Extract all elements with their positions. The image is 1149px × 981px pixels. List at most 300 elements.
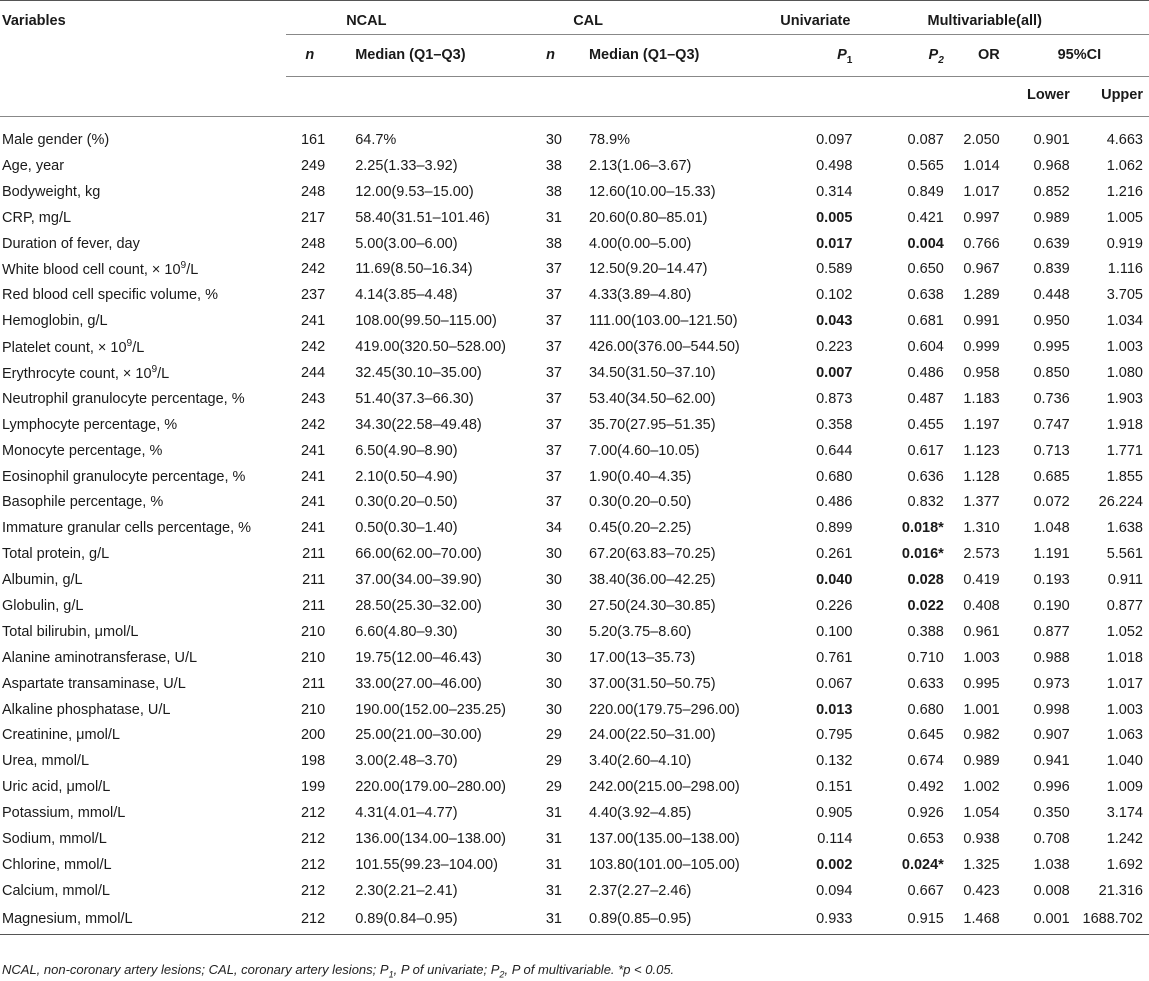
header-p2: $P_2$ xyxy=(860,35,951,77)
cell-cal-median: 34.50(31.50–37.10) xyxy=(588,364,716,381)
table-row xyxy=(0,412,1149,438)
cell-p1: 0.007 xyxy=(816,364,853,381)
cell-p1: 0.873 xyxy=(816,390,853,407)
cell-ncal-n: 198 xyxy=(300,753,326,770)
cell-variable: Aspartate transaminase, U/L xyxy=(2,675,186,692)
cell-cal-n: 31 xyxy=(526,904,575,935)
cell-ncal-median: 12.00(9.53–15.00) xyxy=(355,183,474,200)
cell-cal-n: 37 xyxy=(545,364,562,381)
cell-p1: 0.905 xyxy=(816,805,853,822)
cell-p1: 0.589 xyxy=(816,261,853,278)
cell-ncal-median: 2.30(2.21–2.41) xyxy=(355,882,458,899)
cell-ncal-n: 241 xyxy=(300,468,326,485)
table-row xyxy=(0,153,1149,179)
header-multivariable: Multivariable(all) xyxy=(860,1,1149,35)
cell-ncal-median: 32.45(30.10–35.00) xyxy=(355,364,482,381)
cell-ncal-n: 242 xyxy=(300,339,326,356)
cell-cal-n: 30 xyxy=(545,546,562,563)
cell-cal-n: 29 xyxy=(545,753,562,770)
cell-variable: Sodium, mmol/L xyxy=(2,830,107,847)
cell-p2: 0.650 xyxy=(907,261,944,278)
cell-or: 0.766 xyxy=(963,235,1000,252)
cell-ncal-median: 4.31(4.01–4.77) xyxy=(355,805,458,822)
cell-upper: 1.052 xyxy=(1106,623,1143,640)
header-ncal: NCAL xyxy=(286,1,526,35)
header-variables: Variables xyxy=(0,1,286,35)
cell-cal-n: 37 xyxy=(545,442,562,459)
cell-lower: 0.941 xyxy=(1033,753,1070,770)
cell-p1: 0.226 xyxy=(816,597,853,614)
cell-ncal-median: 37.00(34.00–39.90) xyxy=(355,572,482,589)
cell-ncal-median: 220.00(179.00–280.00) xyxy=(355,779,506,796)
cell-ncal-n: 212 xyxy=(286,904,333,935)
cell-ncal-median: 0.30(0.20–0.50) xyxy=(355,494,458,511)
cell-upper: 1.003 xyxy=(1106,701,1143,718)
cell-cal-median: 24.00(22.50–31.00) xyxy=(588,727,716,744)
cell-ncal-median: 5.00(3.00–6.00) xyxy=(355,235,458,252)
cell-p2: 0.926 xyxy=(907,805,944,822)
cell-ncal-n: 211 xyxy=(302,572,326,589)
cell-upper: 1.771 xyxy=(1106,442,1143,459)
cell-or: 0.995 xyxy=(963,675,1000,692)
cell-p2: 0.487 xyxy=(907,390,944,407)
cell-ncal-n: 212 xyxy=(300,830,326,847)
cell-p1: 0.017 xyxy=(816,235,853,252)
table-row xyxy=(0,308,1149,334)
cell-upper: 0.919 xyxy=(1106,235,1143,252)
cell-cal-median: 4.00(0.00–5.00) xyxy=(588,235,692,252)
cell-cal-n: 29 xyxy=(545,779,562,796)
header-cal: CAL xyxy=(526,1,770,35)
cell-cal-median: 0.45(0.20–2.25) xyxy=(588,520,692,537)
cell-ncal-median: 34.30(22.58–49.48) xyxy=(355,416,482,433)
table-row xyxy=(0,541,1149,567)
cell-or: 0.997 xyxy=(963,209,1000,226)
header-ncal-n: n xyxy=(286,35,333,77)
cell-upper: 1.855 xyxy=(1106,468,1143,485)
cell-ncal-median: 64.7% xyxy=(355,131,397,148)
cell-or: 0.991 xyxy=(963,313,1000,330)
cell-variable: Platelet count, × $10^9/L$ xyxy=(2,338,145,356)
cell-p2: 0.421 xyxy=(907,209,944,226)
cell-upper: 1.116 xyxy=(1107,261,1143,278)
cell-p2: 0.681 xyxy=(907,313,944,330)
cell-lower: 0.193 xyxy=(1033,572,1070,589)
header-univariate: Univariate xyxy=(770,1,860,35)
cell-or: 0.967 xyxy=(963,261,1000,278)
cell-lower: 0.850 xyxy=(1033,364,1070,381)
cell-cal-median: 4.40(3.92–4.85) xyxy=(588,805,692,822)
header-ncal-median: Median (Q1–Q3) xyxy=(333,35,526,77)
cell-ncal-n: 237 xyxy=(300,287,326,304)
cell-lower: 0.968 xyxy=(1033,157,1070,174)
cell-ncal-n: 212 xyxy=(300,856,326,873)
cell-upper: 26.224 xyxy=(1098,494,1143,511)
cell-or: 1.001 xyxy=(963,701,1000,718)
cell-cal-n: 37 xyxy=(545,468,562,485)
cell-cal-median: 20.60(0.80–85.01) xyxy=(588,209,708,226)
cell-cal-n: 30 xyxy=(545,597,562,614)
cell-cal-n: 30 xyxy=(545,675,562,692)
table-row xyxy=(0,774,1149,800)
cell-p2: 0.915 xyxy=(860,904,951,935)
cell-lower: 0.190 xyxy=(1033,597,1070,614)
cell-lower: 0.901 xyxy=(1033,131,1070,148)
table-row xyxy=(0,852,1149,878)
cell-ncal-median: 419.00(320.50–528.00) xyxy=(355,339,506,356)
cell-or: 0.423 xyxy=(963,882,1000,899)
cell-ncal-median: 6.60(4.80–9.30) xyxy=(355,623,458,640)
cell-variable: Duration of fever, day xyxy=(2,235,140,252)
cell-variable: Neutrophil granulocyte percentage, % xyxy=(2,390,245,407)
cell-variable: Male gender (%) xyxy=(2,131,110,148)
cell-upper: 1.003 xyxy=(1106,339,1143,356)
table-row xyxy=(0,117,1149,153)
cell-or: 2.573 xyxy=(963,546,1000,563)
cell-ncal-median: 108.00(99.50–115.00) xyxy=(355,313,497,330)
cell-upper: 1.017 xyxy=(1106,675,1143,692)
table-row xyxy=(0,671,1149,697)
cell-variable: Total bilirubin, μmol/L xyxy=(2,623,139,640)
cell-p2: 0.645 xyxy=(907,727,944,744)
cell-cal-median: 35.70(27.95–51.35) xyxy=(588,416,716,433)
cell-variable: Hemoglobin, g/L xyxy=(2,313,108,330)
cell-upper: 1.063 xyxy=(1106,727,1143,744)
cell-ncal-median: 2.10(0.50–4.90) xyxy=(355,468,458,485)
table-row xyxy=(0,360,1149,386)
cell-variable: White blood cell count, × $10^9/L$ xyxy=(2,260,199,279)
cell-ncal-median: 0.89(0.84–0.95) xyxy=(333,904,526,935)
cell-ncal-median: 4.14(3.85–4.48) xyxy=(355,287,458,304)
table-row xyxy=(0,826,1149,852)
cell-p1: 0.358 xyxy=(816,416,853,433)
cell-p1: 0.114 xyxy=(817,830,853,847)
cell-ncal-n: 212 xyxy=(300,805,326,822)
cell-lower: 0.001 xyxy=(1010,904,1076,935)
cell-cal-n: 37 xyxy=(545,313,562,330)
cell-lower: 0.685 xyxy=(1033,468,1070,485)
cell-ncal-median: 2.25(1.33–3.92) xyxy=(355,157,458,174)
cell-or: 0.982 xyxy=(963,727,1000,744)
cell-p1: 0.680 xyxy=(816,468,853,485)
cell-cal-n: 30 xyxy=(545,131,562,148)
cell-cal-n: 38 xyxy=(545,157,562,174)
cell-p2: 0.638 xyxy=(907,287,944,304)
cell-p2: 0.565 xyxy=(907,157,944,174)
cell-ncal-median: 0.50(0.30–1.40) xyxy=(355,520,458,537)
cell-p2: 0.633 xyxy=(907,675,944,692)
cell-lower: 0.907 xyxy=(1033,727,1070,744)
cell-cal-n: 31 xyxy=(545,805,562,822)
cell-lower: 0.877 xyxy=(1033,623,1070,640)
cell-variable: Erythrocyte count, × $10^9/L$ xyxy=(2,364,170,382)
cell-or: 1.289 xyxy=(963,287,1000,304)
cell-upper: 1.040 xyxy=(1106,753,1143,770)
cell-ncal-n: 199 xyxy=(300,779,326,796)
cell-cal-n: 31 xyxy=(545,882,562,899)
cell-cal-n: 34 xyxy=(545,520,562,537)
cell-or: 0.938 xyxy=(963,830,1000,847)
cell-cal-n: 37 xyxy=(545,416,562,433)
cell-cal-n: 30 xyxy=(545,649,562,666)
table-row xyxy=(0,904,1149,935)
cell-p1: 0.761 xyxy=(816,649,853,666)
header-95ci: 95%CI xyxy=(1010,35,1149,77)
table-row xyxy=(0,878,1149,904)
cell-cal-median: 78.9% xyxy=(588,131,631,148)
cell-upper: 1.062 xyxy=(1106,157,1143,174)
cell-p1: 0.040 xyxy=(816,572,853,589)
cell-variable: Monocyte percentage, % xyxy=(2,442,163,459)
cell-p2: 0.617 xyxy=(907,442,944,459)
cell-or: 1.310 xyxy=(963,520,1000,537)
table-row xyxy=(0,179,1149,205)
cell-ncal-n: 241 xyxy=(300,520,326,537)
cell-cal-median: 0.89(0.85–0.95) xyxy=(575,904,770,935)
cell-variable: Alanine aminotransferase, U/L xyxy=(2,649,198,666)
cell-variable: Albumin, g/L xyxy=(2,572,83,589)
cell-lower: 0.350 xyxy=(1033,805,1070,822)
cell-p1: 0.002 xyxy=(816,856,853,873)
cell-ncal-n: 242 xyxy=(300,261,326,278)
cell-p1: 0.094 xyxy=(816,882,853,899)
cell-p2: 0.492 xyxy=(907,779,944,796)
cell-cal-median: 7.00(4.60–10.05) xyxy=(588,442,700,459)
cell-p2: 0.388 xyxy=(907,623,944,640)
cell-p2: 0.024* xyxy=(901,856,944,873)
cell-p2: 0.667 xyxy=(907,882,944,899)
cell-p1: 0.498 xyxy=(816,157,853,174)
cell-lower: 0.448 xyxy=(1033,287,1070,304)
cell-cal-n: 30 xyxy=(545,623,562,640)
cell-p1: 0.899 xyxy=(816,520,853,537)
cell-upper: 1.918 xyxy=(1106,416,1143,433)
cell-ncal-median: 66.00(62.00–70.00) xyxy=(355,546,482,563)
cell-cal-median: 12.60(10.00–15.33) xyxy=(588,183,716,200)
header-lower: Lower xyxy=(1010,77,1076,117)
cell-cal-n: 30 xyxy=(545,572,562,589)
cell-lower: 0.747 xyxy=(1033,416,1070,433)
cell-lower: 0.008 xyxy=(1033,882,1070,899)
table-row xyxy=(0,800,1149,826)
table-row xyxy=(0,438,1149,464)
cell-cal-median: 2.13(1.06–3.67) xyxy=(588,157,692,174)
header-cal-median: Median (Q1–Q3) xyxy=(575,35,770,77)
cell-upper: 3.174 xyxy=(1106,805,1143,822)
header-cal-n: n xyxy=(526,35,575,77)
header-row-1 xyxy=(0,1,1149,35)
cell-or: 1.003 xyxy=(963,649,1000,666)
cell-lower: 0.713 xyxy=(1033,442,1070,459)
table-row xyxy=(0,464,1149,490)
cell-p1: 0.314 xyxy=(816,183,853,200)
cell-or: 0.961 xyxy=(963,623,1000,640)
cell-p1: 0.644 xyxy=(816,442,853,459)
cell-cal-median: 12.50(9.20–14.47) xyxy=(588,261,708,278)
cell-variable: Basophile percentage, % xyxy=(2,494,164,511)
cell-or: 1.123 xyxy=(963,442,1000,459)
cell-upper: 1.216 xyxy=(1106,183,1143,200)
table-row xyxy=(0,256,1149,282)
cell-lower: 0.639 xyxy=(1033,235,1070,252)
cell-or: 0.419 xyxy=(963,572,1000,589)
cell-or: 1.377 xyxy=(963,494,1000,511)
cell-upper: 21.316 xyxy=(1098,882,1143,899)
table-row xyxy=(0,722,1149,748)
cell-upper: 1.638 xyxy=(1106,520,1143,537)
cell-cal-n: 38 xyxy=(545,235,562,252)
table-row xyxy=(0,386,1149,412)
cell-upper: 3.705 xyxy=(1106,287,1143,304)
cell-ncal-median: 3.00(2.48–3.70) xyxy=(355,753,458,770)
cell-ncal-n: 212 xyxy=(300,882,326,899)
cell-p1: 0.261 xyxy=(816,546,853,563)
table-row xyxy=(0,697,1149,723)
cell-or: 1.325 xyxy=(963,856,1000,873)
cell-cal-n: 31 xyxy=(545,856,562,873)
cell-cal-n: 37 xyxy=(545,494,562,511)
cell-ncal-median: 101.55(99.23–104.00) xyxy=(355,856,498,873)
cell-p1: 0.795 xyxy=(816,727,853,744)
cell-or: 1.002 xyxy=(963,779,1000,796)
cell-p2: 0.016* xyxy=(901,546,944,563)
cell-variable: Age, year xyxy=(2,157,65,174)
cell-cal-n: 31 xyxy=(545,830,562,847)
header-row-3 xyxy=(0,77,1149,117)
cell-lower: 0.072 xyxy=(1033,494,1070,511)
table-row xyxy=(0,593,1149,619)
cell-ncal-median: 136.00(134.00–138.00) xyxy=(355,830,506,847)
cell-upper: 1.692 xyxy=(1106,856,1143,873)
cell-upper: 1.034 xyxy=(1106,313,1143,330)
cell-cal-median: 4.33(3.89–4.80) xyxy=(588,287,692,304)
header-row-2 xyxy=(0,35,1149,77)
cell-variable: Urea, mmol/L xyxy=(2,753,90,770)
cell-lower: 1.038 xyxy=(1033,856,1070,873)
cell-variable: Immature granular cells percentage, % xyxy=(2,520,252,537)
cell-or: 0.958 xyxy=(963,364,1000,381)
cell-cal-n: 37 xyxy=(545,390,562,407)
header-or: OR xyxy=(952,35,1010,77)
cell-or: 0.989 xyxy=(963,753,1000,770)
cell-cal-n: 37 xyxy=(545,287,562,304)
cell-lower: 0.989 xyxy=(1033,209,1070,226)
table-row xyxy=(0,619,1149,645)
cell-lower: 1.191 xyxy=(1033,546,1070,563)
cell-p1: 0.043 xyxy=(816,313,853,330)
cell-cal-n: 31 xyxy=(545,209,562,226)
cell-p2: 0.636 xyxy=(907,468,944,485)
cell-cal-median: 38.40(36.00–42.25) xyxy=(588,572,716,589)
cell-variable: Bodyweight, kg xyxy=(2,183,101,200)
cell-variable: Creatinine, μmol/L xyxy=(2,727,120,744)
cell-or: 0.408 xyxy=(963,597,1000,614)
cell-p2: 0.604 xyxy=(907,339,944,356)
cell-ncal-n: 210 xyxy=(300,623,326,640)
cell-cal-median: 37.00(31.50–50.75) xyxy=(588,675,716,692)
cell-or: 1.183 xyxy=(963,390,1000,407)
cell-ncal-n: 248 xyxy=(300,183,326,200)
cell-lower: 0.852 xyxy=(1033,183,1070,200)
cell-upper: 4.663 xyxy=(1106,131,1143,148)
cell-variable: Potassium, mmol/L xyxy=(2,805,126,822)
table-row xyxy=(0,515,1149,541)
cell-p2: 0.680 xyxy=(907,701,944,718)
cell-upper: 1.009 xyxy=(1106,779,1143,796)
cell-cal-n: 37 xyxy=(545,339,562,356)
cell-ncal-median: 11.69(8.50–16.34) xyxy=(355,261,473,278)
cell-cal-median: 426.00(376.00–544.50) xyxy=(588,339,740,356)
cell-ncal-median: 28.50(25.30–32.00) xyxy=(355,597,482,614)
cell-cal-median: 27.50(24.30–30.85) xyxy=(588,597,716,614)
cell-lower: 0.839 xyxy=(1033,261,1070,278)
cell-variable: Lymphocyte percentage, % xyxy=(2,416,178,433)
cell-or: 1.468 xyxy=(952,904,1010,935)
header-upper: Upper xyxy=(1076,77,1149,117)
table-row xyxy=(0,489,1149,515)
cell-lower: 0.995 xyxy=(1033,339,1070,356)
cell-cal-median: 67.20(63.83–70.25) xyxy=(588,546,716,563)
cell-variable: Total protein, g/L xyxy=(2,546,110,563)
cell-variable: Red blood cell specific volume, % xyxy=(2,287,218,304)
cell-or: 1.128 xyxy=(963,468,1000,485)
table-row xyxy=(0,282,1149,308)
cell-upper: 1.018 xyxy=(1106,649,1143,666)
cell-cal-median: 111.00(103.00–121.50) xyxy=(588,313,738,330)
cell-variable: Uric acid, μmol/L xyxy=(2,779,111,796)
cell-p1: 0.933 xyxy=(770,904,860,935)
cell-p2: 0.653 xyxy=(907,830,944,847)
cell-ncal-n: 249 xyxy=(300,157,326,174)
cell-variable: Calcium, mmol/L xyxy=(2,882,110,899)
cell-ncal-n: 241 xyxy=(300,442,326,459)
cell-p2: 0.455 xyxy=(907,416,944,433)
cell-variable: Globulin, g/L xyxy=(2,597,84,614)
cell-variable: CRP, mg/L xyxy=(2,209,72,226)
cell-ncal-median: 19.75(12.00–46.43) xyxy=(355,649,482,666)
cell-cal-median: 5.20(3.75–8.60) xyxy=(588,623,692,640)
cell-p2: 0.004 xyxy=(907,235,944,252)
cell-p2: 0.710 xyxy=(907,649,944,666)
cell-cal-median: 1.90(0.40–4.35) xyxy=(588,468,692,485)
cell-p2: 0.849 xyxy=(907,183,944,200)
cell-p1: 0.097 xyxy=(816,131,853,148)
cell-ncal-n: 161 xyxy=(300,131,326,148)
cell-variable: Eosinophil granulocyte percentage, % xyxy=(2,468,246,485)
cell-p2: 0.832 xyxy=(907,494,944,511)
cell-p2: 0.674 xyxy=(907,753,944,770)
cell-variable: Chlorine, mmol/L xyxy=(2,856,112,873)
cell-cal-median: 0.30(0.20–0.50) xyxy=(588,494,692,511)
cell-ncal-n: 200 xyxy=(300,727,326,744)
cell-or: 1.197 xyxy=(963,416,1000,433)
cell-upper: 1.005 xyxy=(1106,209,1143,226)
cell-ncal-n: 241 xyxy=(300,313,326,330)
cell-ncal-median: 25.00(21.00–30.00) xyxy=(355,727,482,744)
cell-cal-median: 2.37(2.27–2.46) xyxy=(588,882,692,899)
cell-lower: 0.988 xyxy=(1033,649,1070,666)
cell-lower: 0.998 xyxy=(1033,701,1070,718)
cell-p1: 0.223 xyxy=(816,339,853,356)
cell-or: 0.999 xyxy=(963,339,1000,356)
cell-ncal-n: 242 xyxy=(300,416,326,433)
cell-upper: 0.911 xyxy=(1107,572,1143,589)
cell-p1: 0.486 xyxy=(816,494,853,511)
table-row xyxy=(0,567,1149,593)
cell-cal-n: 30 xyxy=(545,701,562,718)
cell-p1: 0.100 xyxy=(816,623,853,640)
header-p1: $P_1$ xyxy=(770,35,860,77)
